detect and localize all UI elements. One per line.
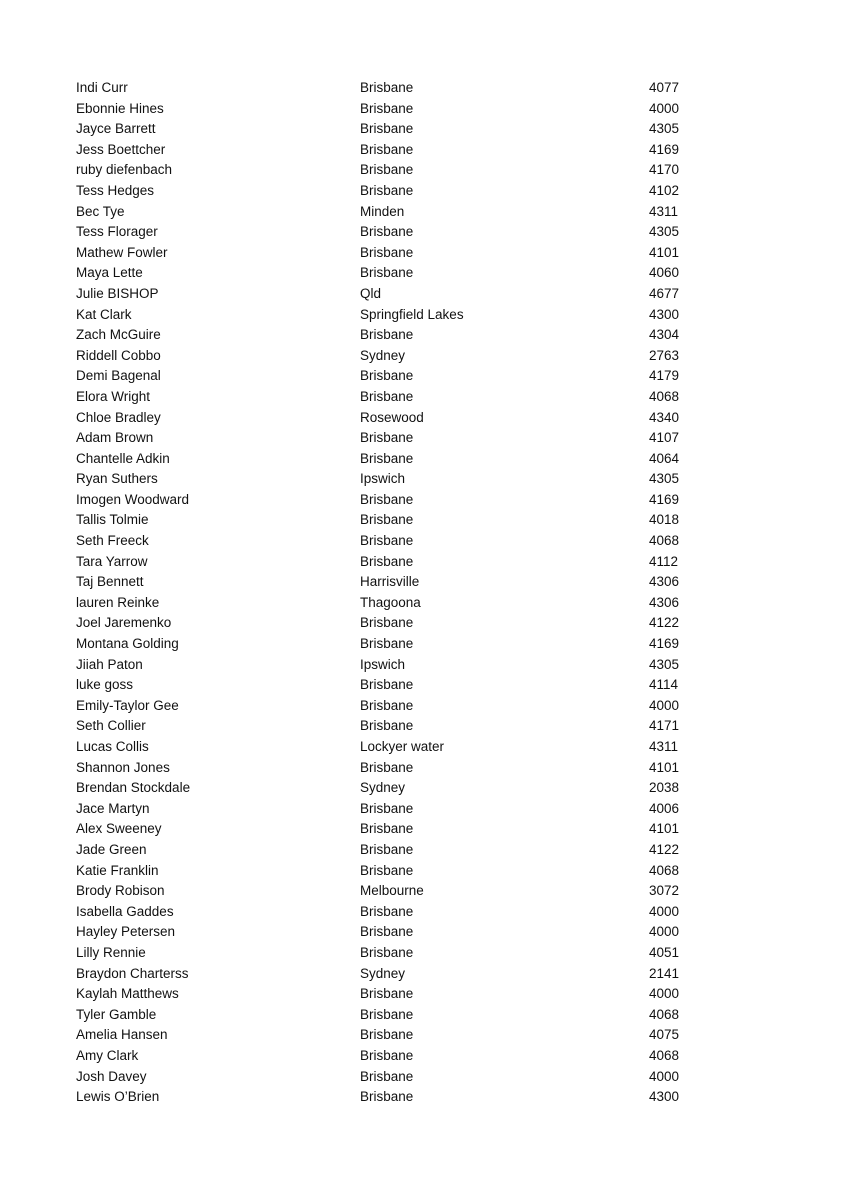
person-name: Shannon Jones (76, 759, 170, 775)
city-name: Brisbane (360, 862, 414, 878)
postcode: 4000 (649, 697, 680, 713)
table-row (0, 181, 843, 202)
city-name: Brisbane (360, 615, 414, 631)
table-row (0, 572, 843, 593)
person-name: Lucas Collis (76, 739, 149, 754)
person-name: Jess Boettcher (76, 141, 166, 157)
table-row (0, 346, 843, 367)
postcode: 4077 (649, 80, 680, 95)
person-name: Julie BISHOP (76, 285, 159, 301)
postcode: 4122 (649, 841, 680, 857)
table-row (0, 531, 843, 552)
person-name: lauren Reinke (76, 594, 160, 610)
city-name: Brisbane (360, 677, 414, 693)
table-row (0, 675, 843, 696)
table-row (0, 840, 843, 861)
person-name: Tess Hedges (76, 182, 155, 198)
postcode: 4000 (649, 1068, 680, 1084)
table-row (0, 1087, 843, 1108)
city-name: Lockyer water (360, 739, 445, 754)
city-name: Thagoona (360, 594, 421, 610)
table-row (0, 284, 843, 305)
person-name: Amy Clark (76, 1047, 139, 1063)
person-name: Lewis O’Brien (76, 1089, 160, 1105)
city-name: Brisbane (360, 430, 414, 446)
table-row (0, 696, 843, 717)
table-row (0, 408, 843, 429)
person-name: luke goss (76, 677, 134, 693)
postcode: 4305 (649, 656, 680, 672)
postcode: 4114 (649, 677, 679, 693)
person-name: Jayce Barrett (76, 121, 156, 137)
table-row (0, 922, 843, 943)
person-name: Montana Golding (76, 636, 179, 652)
city-name: Sydney (360, 965, 406, 981)
postcode: 2038 (649, 780, 680, 796)
city-name: Brisbane (360, 841, 414, 857)
person-name: Joel Jaremenko (76, 615, 172, 631)
postcode: 4112 (649, 553, 679, 569)
table-row (0, 140, 843, 161)
city-name: Brisbane (360, 944, 414, 960)
city-name: Brisbane (360, 141, 414, 157)
city-name: Brisbane (360, 121, 414, 137)
person-name: Chantelle Adkin (76, 450, 170, 466)
city-name: Brisbane (360, 162, 414, 178)
table-row (0, 119, 843, 140)
city-name: Springfield Lakes (360, 306, 464, 322)
postcode: 4169 (649, 636, 680, 652)
city-name: Brisbane (360, 553, 414, 569)
postcode: 4000 (649, 903, 680, 919)
person-name: Kaylah Matthews (76, 986, 179, 1002)
postcode: 4064 (649, 450, 680, 466)
postcode: 3072 (649, 883, 680, 899)
postcode: 4068 (649, 862, 680, 878)
city-name: Rosewood (360, 409, 424, 425)
person-name: Riddell Cobbo (76, 347, 161, 363)
person-name: ruby diefenbach (76, 162, 173, 178)
table-row (0, 202, 843, 223)
postcode: 4170 (649, 162, 680, 178)
person-name: Tara Yarrow (76, 553, 148, 569)
postcode: 4171 (649, 718, 680, 734)
postcode: 4300 (649, 1089, 680, 1105)
city-name: Brisbane (360, 924, 414, 940)
city-name: Brisbane (360, 533, 414, 549)
table-row (0, 1067, 843, 1088)
postcode: 4304 (649, 327, 680, 343)
person-name: Tess Florager (76, 224, 158, 240)
person-name: Jace Martyn (76, 800, 150, 816)
table-row (0, 819, 843, 840)
person-name: Isabella Gaddes (76, 903, 174, 919)
city-name: Brisbane (360, 491, 414, 507)
postcode: 4000 (649, 924, 680, 940)
postcode: 4060 (649, 265, 680, 281)
postcode: 4306 (649, 574, 680, 590)
city-name: Brisbane (360, 800, 414, 816)
person-name: Seth Collier (76, 718, 146, 734)
postcode: 4107 (649, 430, 680, 446)
postcode: 2763 (649, 347, 680, 363)
postcode: 4000 (649, 100, 680, 116)
table-row (0, 325, 843, 346)
table-row (0, 263, 843, 284)
city-name: Brisbane (360, 368, 414, 384)
table-row (0, 243, 843, 264)
table-row (0, 902, 843, 923)
table-row (0, 428, 843, 449)
postcode: 4101 (649, 821, 680, 837)
person-name: Tyler Gamble (76, 1006, 157, 1022)
table-row (0, 387, 843, 408)
person-name: Zach McGuire (76, 327, 161, 343)
city-name: Brisbane (360, 224, 414, 240)
city-name: Brisbane (360, 1027, 414, 1043)
person-name: Elora Wright (76, 388, 151, 404)
table-row (0, 1005, 843, 1026)
table-row (0, 160, 843, 181)
person-name: Bec Tye (76, 203, 125, 219)
postcode: 4006 (649, 800, 680, 816)
postcode: 4122 (649, 615, 680, 631)
city-name: Minden (360, 203, 405, 219)
postcode: 4068 (649, 1006, 680, 1022)
table-row (0, 552, 843, 573)
table-row (0, 1025, 843, 1046)
city-name: Ipswich (360, 471, 406, 487)
postcode: 4311 (649, 739, 679, 754)
table-row (0, 737, 843, 758)
person-name: Brody Robison (76, 883, 165, 899)
table-row (0, 490, 843, 511)
table-row (0, 222, 843, 243)
person-name: Katie Franklin (76, 862, 159, 878)
person-name: Ebonnie Hines (76, 100, 164, 116)
person-name: Kat Clark (76, 306, 132, 322)
table-row (0, 1046, 843, 1067)
person-name: Mathew Fowler (76, 244, 168, 260)
postcode: 4169 (649, 491, 680, 507)
city-name: Sydney (360, 347, 406, 363)
city-name: Ipswich (360, 656, 406, 672)
table-row (0, 943, 843, 964)
postcode: 4101 (649, 759, 680, 775)
city-name: Brisbane (360, 100, 414, 116)
city-name: Brisbane (360, 80, 414, 95)
person-name: Amelia Hansen (76, 1027, 168, 1043)
city-name: Brisbane (360, 1047, 414, 1063)
postcode: 4101 (649, 244, 680, 260)
table-row (0, 716, 843, 737)
postcode: 4051 (649, 944, 680, 960)
table-row (0, 881, 843, 902)
table-row (0, 778, 843, 799)
table-row (0, 634, 843, 655)
table-row (0, 861, 843, 882)
city-name: Brisbane (360, 244, 414, 260)
city-name: Brisbane (360, 450, 414, 466)
person-name: Braydon Charterss (76, 965, 189, 981)
person-name: Hayley Petersen (76, 924, 176, 940)
person-name: Seth Freeck (76, 533, 149, 549)
person-name: Chloe Bradley (76, 409, 161, 425)
city-name: Brisbane (360, 1068, 414, 1084)
postcode: 4068 (649, 533, 680, 549)
person-name: Ryan Suthers (76, 471, 158, 487)
person-name: Maya Lette (76, 265, 143, 281)
city-name: Qld (360, 285, 382, 301)
table-row (0, 655, 843, 676)
postcode: 4340 (649, 409, 680, 425)
postcode: 4305 (649, 471, 680, 487)
table-row (0, 366, 843, 387)
person-name: Demi Bagenal (76, 368, 161, 384)
postcode: 4000 (649, 986, 680, 1002)
postcode: 4305 (649, 224, 680, 240)
postcode: 4305 (649, 121, 680, 137)
table-row (0, 593, 843, 614)
person-name: Alex Sweeney (76, 821, 162, 837)
table-row (0, 305, 843, 326)
city-name: Brisbane (360, 821, 414, 837)
postcode: 2141 (649, 965, 680, 981)
person-name: Josh Davey (76, 1068, 147, 1084)
city-name: Brisbane (360, 1006, 414, 1022)
postcode: 4677 (649, 285, 680, 301)
person-name: Brendan Stockdale (76, 780, 191, 796)
person-name: Jiiah Paton (76, 656, 143, 672)
table-row (0, 984, 843, 1005)
postcode: 4075 (649, 1027, 680, 1043)
person-name: Adam Brown (76, 430, 154, 446)
city-name: Sydney (360, 780, 406, 796)
city-name: Brisbane (360, 697, 414, 713)
city-name: Brisbane (360, 986, 414, 1002)
records-list (0, 78, 843, 1108)
postcode: 4102 (649, 182, 680, 198)
city-name: Brisbane (360, 388, 414, 404)
table-row (0, 510, 843, 531)
postcode: 4068 (649, 1047, 680, 1063)
city-name: Brisbane (360, 327, 414, 343)
table-row (0, 449, 843, 470)
city-name: Brisbane (360, 265, 414, 281)
city-name: Brisbane (360, 718, 414, 734)
city-name: Harrisville (360, 574, 420, 590)
person-name: Indi Curr (76, 80, 128, 95)
city-name: Brisbane (360, 182, 414, 198)
postcode: 4068 (649, 388, 680, 404)
table-row (0, 78, 843, 99)
postcode: 4169 (649, 141, 680, 157)
person-name: Tallis Tolmie (76, 512, 149, 528)
table-row (0, 469, 843, 490)
city-name: Brisbane (360, 1089, 414, 1105)
person-name: Lilly Rennie (76, 944, 146, 960)
postcode: 4311 (649, 203, 679, 219)
city-name: Brisbane (360, 636, 414, 652)
postcode: 4300 (649, 306, 680, 322)
city-name: Brisbane (360, 512, 414, 528)
person-name: Emily-Taylor Gee (76, 697, 179, 713)
city-name: Melbourne (360, 883, 424, 899)
postcode: 4018 (649, 512, 680, 528)
postcode: 4306 (649, 594, 680, 610)
table-row (0, 964, 843, 985)
table-row (0, 758, 843, 779)
person-name: Taj Bennett (76, 574, 144, 590)
table-row (0, 613, 843, 634)
postcode: 4179 (649, 368, 680, 384)
table-row (0, 799, 843, 820)
person-name: Imogen Woodward (76, 491, 190, 507)
city-name: Brisbane (360, 759, 414, 775)
city-name: Brisbane (360, 903, 414, 919)
table-row (0, 99, 843, 120)
person-name: Jade Green (76, 841, 147, 857)
